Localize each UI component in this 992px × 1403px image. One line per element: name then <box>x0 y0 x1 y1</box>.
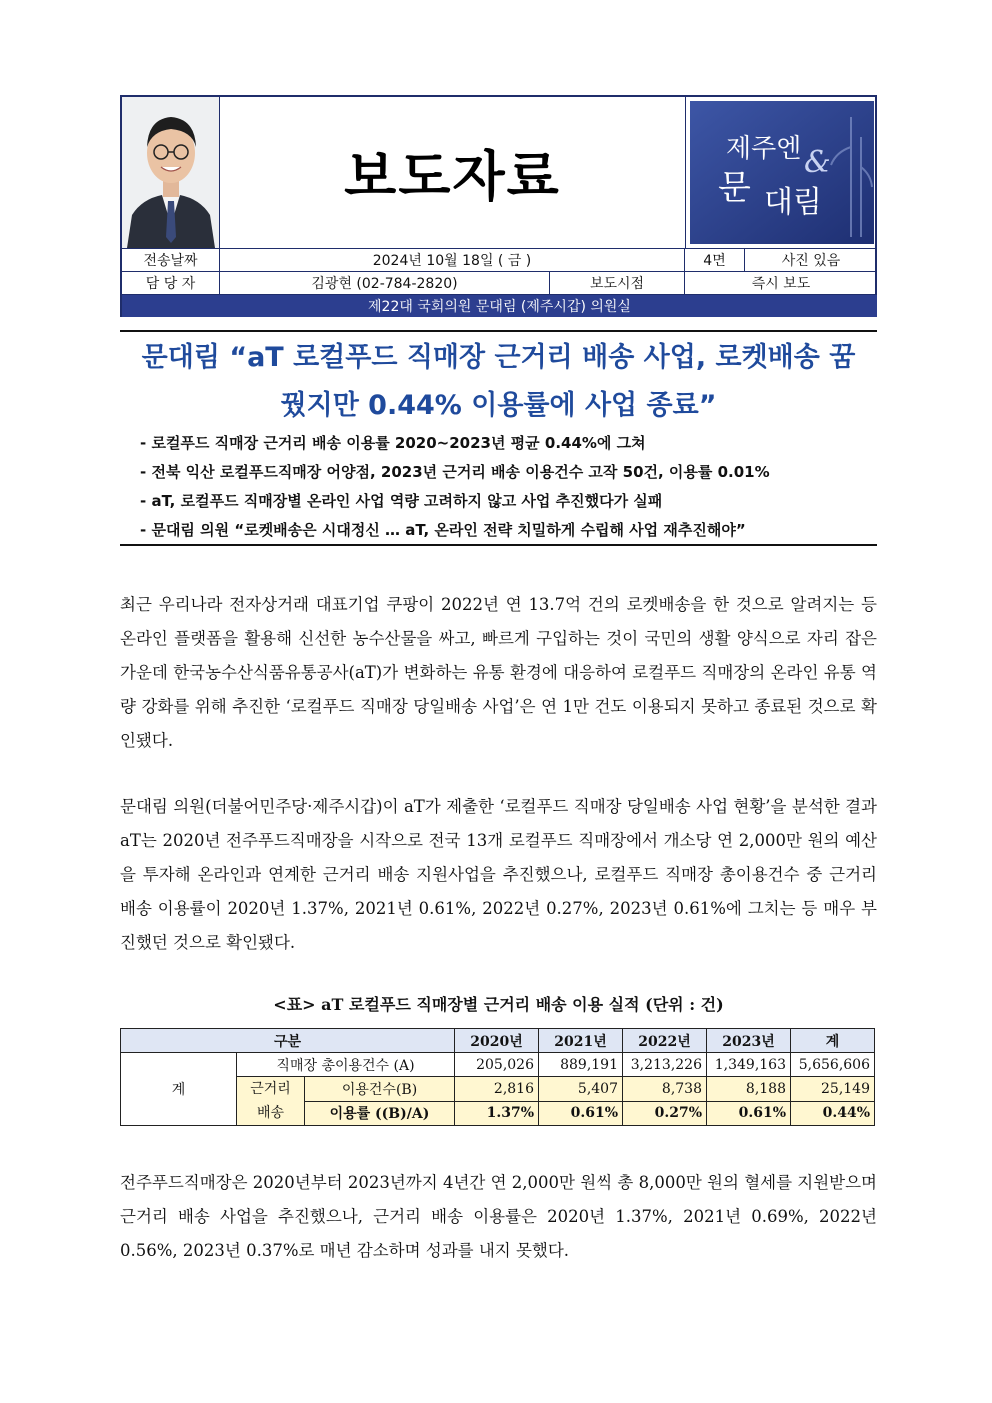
body-paragraph-3: 전주푸드직매장은 2020년부터 2023년까지 4년간 연 2,000만 원씩 총 8,000만 원의 혈세를 지원받으며 근거리 배송 사업을 추진했으나, 근거리 배송 이용률은 2020년 1.37%, 2021년 0.69%, 2022년 0.56%, 2023년 0.37%로 매년 감소하며 성과를 내지 못했다. <box>120 1173 877 1260</box>
table-row: 이용률 ((B)/A) 1.37% 0.61% 0.27% 0.61% 0.44% <box>121 1101 875 1126</box>
headline-line2: 꿨지만 0.44% 이용률에 사업 종료” <box>280 390 717 421</box>
subpoint: - 전북 익산 로컬푸드직매장 어양점, 2023년 근거리 배송 이용건수 고작 50건, 이용률 0.01% <box>140 463 770 481</box>
lawmaker-photo <box>122 97 220 248</box>
contact-row: 담 당 자 김광현 (02-784-2820) 보도시점 즉시 보도 <box>122 271 877 294</box>
delivery-stats-table <box>120 1028 875 1126</box>
svg-text:문: 문 <box>718 168 751 208</box>
headline-top-rule <box>120 330 877 332</box>
table-row: 근거리 배송 이용건수(B) 2,816 5,407 8,738 8,188 25,149 <box>121 1077 875 1102</box>
body-paragraph-2: 문대림 의원(더불어민주당·제주시갑)이 aT가 제출한 ‘로컬푸드 직매장 당일배송 사업 현황’을 분석한 결과 aT는 2020년 전주푸드직매장을 시작으로 전국 13개 로컬푸드 직매장에서 개소당 연 2,000만 원의 예산을 투자해 온라인과 연계한 근거리 배송 지원사업을 추진했으나, 로컬푸드 직매장 총이용건수 중 근거리 배송 이용률이 2020년 1.37%, 2021년 0.61%, 2022년 0.27%, 2023년 0.61%에 그치는 등 매우 부진했던 것으로 확인됐다. <box>120 797 877 952</box>
svg-text:&: & <box>804 145 831 180</box>
contact: 김광현 (02-784-2820) <box>220 272 550 294</box>
send-date: 2024년 10월 18일 ( 금 ) <box>220 249 685 271</box>
page-count: 4면 <box>685 249 745 271</box>
press-release-title: 보도자료 <box>344 145 561 208</box>
svg-text:대림: 대림 <box>764 185 822 220</box>
table-caption: <표> aT 로컬푸드 직매장별 근거리 배송 이용 실적 (단위 : 건) <box>273 995 724 1014</box>
subpoint: - 로컬푸드 직매장 근거리 배송 이용률 2020~2023년 평균 0.44%에 그쳐 <box>140 434 646 452</box>
table-row: 계 직매장 총이용건수 (A) 205,026 889,191 3,213,226 1,349,163 5,656,606 <box>121 1053 875 1077</box>
photo-note: 사진 있음 <box>781 253 841 269</box>
send-date-row: 전송날짜 2024년 10월 18일 ( 금 ) 4면 사진 있음 <box>122 248 877 271</box>
subpoint: - 문대림 의원 “로켓배송은 시대정신 … aT, 온라인 전략 치밀하게 수립해 사업 재추진해야” <box>140 521 746 539</box>
release-timing: 즉시 보도 <box>751 276 811 292</box>
table-header-row: 구분 2020년 2021년 2022년 2023년 계 <box>121 1029 875 1053</box>
headline-bottom-rule <box>120 544 877 546</box>
brand-logo <box>685 97 877 248</box>
office-banner: 제22대 국회의원 문대림 (제주시갑) 의원실 <box>122 294 877 317</box>
subpoints-list <box>140 429 880 545</box>
body-paragraph-1: 최근 우리나라 전자상거래 대표기업 쿠팡이 2022년 연 13.7억 건의 로켓배송을 한 것으로 알려지는 등 온라인 플랫폼을 활용해 신선한 농수산물을 싸고, 빠르게 구입하는 것이 국민의 생활 양식으로 자리 잡은 가운데 한국농수산식품유통공사(aT)가 변화하는 유통 환경에 대응하여 로컬푸드 직매장의 온라인 유통 역량 강화를 위해 추진한 ‘로컬푸드 직매장 당일배송 사업’은 연 1만 건도 이용되지 못하고 종료된 것으로 확인됐다. <box>120 595 877 750</box>
press-release-header <box>120 95 877 317</box>
headline <box>120 334 877 430</box>
subpoint: - aT, 로컬푸드 직매장별 온라인 사업 역량 고려하지 않고 사업 추진했다가 실패 <box>140 492 663 510</box>
headline-line1: 문대림 “aT 로컬푸드 직매장 근거리 배송 사업, 로켓배송 꿈 <box>141 342 856 373</box>
brand-line1: 제주엔 <box>726 134 802 164</box>
